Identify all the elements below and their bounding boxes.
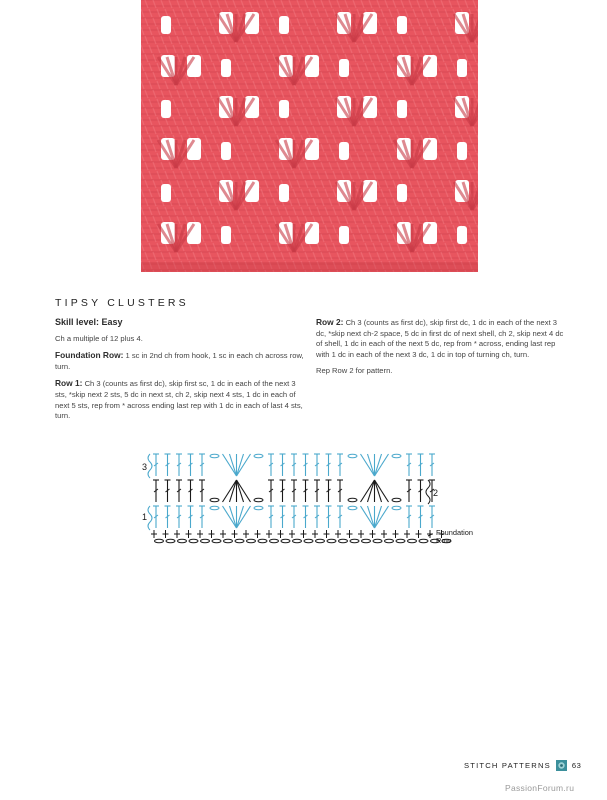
foundation-row-instruction <box>55 350 305 372</box>
chart-dc-r1-16 <box>337 506 343 528</box>
chart-ch-r3-1a <box>392 454 401 458</box>
pattern-title: TIPSY CLUSTERS <box>55 297 189 309</box>
chart-sc-5 <box>209 530 222 543</box>
chart-dc-r3-4 <box>199 454 205 476</box>
chart-ch-r1-1a <box>392 506 401 510</box>
chart-sc-0 <box>151 530 164 543</box>
chart-sc-15 <box>324 530 337 543</box>
chart-turning-ch-3 <box>148 454 152 478</box>
chart-dc-r3-0 <box>153 454 159 476</box>
chart-symbols <box>148 454 451 543</box>
chart-dc-r1-1 <box>165 506 171 528</box>
repeat-instruction: Rep Row 2 for pattern. <box>316 366 393 376</box>
chart-sc-12 <box>289 530 302 543</box>
chart-shell-r2-0 <box>223 480 251 502</box>
chart-ch-r2-0a <box>254 498 263 502</box>
chart-sc-7 <box>232 530 245 543</box>
chart-dc-r2-16 <box>337 480 343 502</box>
chart-dc-r2-0 <box>153 480 159 502</box>
chart-shell-r3-0 <box>223 454 251 476</box>
chart-dc-r1-23 <box>418 506 424 528</box>
chart-row-label-2: 2 <box>433 488 439 498</box>
chart-dc-r2-22 <box>406 480 412 502</box>
chart-dc-r3-24 <box>429 454 435 476</box>
chart-dc-r3-16 <box>337 454 343 476</box>
chart-sc-4 <box>197 530 210 543</box>
chart-sc-6 <box>220 530 233 543</box>
chart-sc-3 <box>186 530 199 543</box>
chart-dc-r2-13 <box>303 480 309 502</box>
chart-sc-11 <box>278 530 291 543</box>
flower-tile-icon <box>556 760 567 771</box>
footer-section: STITCH PATTERNS <box>464 761 551 770</box>
chart-dc-r1-22 <box>406 506 412 528</box>
stitch-chart <box>138 448 478 563</box>
chart-shell-r1-1 <box>361 506 389 528</box>
chart-dc-r1-24 <box>429 506 435 528</box>
row1-instruction <box>55 378 305 421</box>
chart-shell-r3-1 <box>361 454 389 476</box>
chart-sc-2 <box>174 530 187 543</box>
chart-dc-r1-11 <box>280 506 286 528</box>
chart-sc-9 <box>255 530 268 543</box>
chart-ch-r1-0b <box>210 506 219 510</box>
chart-dc-r3-12 <box>291 454 297 476</box>
chart-sc-23 <box>416 530 429 543</box>
chart-ch-r1-1b <box>348 506 357 510</box>
row1-text: Ch 3 (counts as first dc), skip first sc, 1 dc in each of the next 3 sts, *skip next 2 sts, 5 dc in next st, ch 2, skip next 4 sts, 1 dc in each of next 5 sts, rep from * across ending last rep with 1 dc in each of last 4 sts, turn. <box>55 379 303 421</box>
chart-dc-r3-2 <box>176 454 182 476</box>
chart-dc-r2-15 <box>326 480 332 502</box>
page-number: 63 <box>571 761 582 770</box>
chart-foundation-label-2: Row <box>436 536 451 545</box>
chart-dc-r2-4 <box>199 480 205 502</box>
chart-sc-18 <box>358 530 371 543</box>
chart-dc-r3-14 <box>314 454 320 476</box>
chart-ch-r2-1a <box>392 498 401 502</box>
chart-sc-16 <box>335 530 348 543</box>
chart-dc-r3-1 <box>165 454 171 476</box>
row2-text: Ch 3 (counts as first dc), skip first dc, 1 dc in each of the next 3 dc, *skip next ch-2 space, 5 dc in first dc of next shell, ch 2, skip next 4 dc of shell, 1 dc in each of the next 5 dc, rep from * across, ending last rep with 1 dc in each of the next 3 dc, 1 dc in top of turning ch, turn. <box>316 318 564 359</box>
foundation-row-label: Foundation Row: <box>55 350 124 361</box>
chart-dc-r3-11 <box>280 454 286 476</box>
skill-level: Skill level: Easy <box>55 317 123 327</box>
row1-label: Row 1: <box>55 378 83 389</box>
chart-sc-19 <box>370 530 383 543</box>
chart-turning-ch-1 <box>148 506 152 530</box>
row2-instruction <box>316 317 566 360</box>
chart-sc-22 <box>404 530 417 543</box>
chart-dc-r1-12 <box>291 506 297 528</box>
chart-dc-r3-3 <box>188 454 194 476</box>
chart-dc-r1-0 <box>153 506 159 528</box>
chart-ch-r2-0b <box>210 498 219 502</box>
chart-sc-10 <box>266 530 279 543</box>
chart-shell-r2-1 <box>361 480 389 502</box>
chart-dc-r1-4 <box>199 506 205 528</box>
chart-dc-r2-2 <box>176 480 182 502</box>
chart-dc-r2-10 <box>268 480 274 502</box>
chart-dc-r2-23 <box>418 480 424 502</box>
chart-ch-r1-0a <box>254 506 263 510</box>
chart-sc-1 <box>163 530 176 543</box>
chart-row-label-1: 1 <box>142 512 148 522</box>
chart-dc-r1-13 <box>303 506 309 528</box>
instructions-right-column <box>316 317 566 383</box>
chart-dc-r1-3 <box>188 506 194 528</box>
chart-shell-r1-0 <box>223 506 251 528</box>
chart-dc-r3-15 <box>326 454 332 476</box>
chart-sc-13 <box>301 530 314 543</box>
chart-sc-20 <box>381 530 394 543</box>
page-footer <box>464 760 581 771</box>
chart-foundation-label-1: Foundation <box>436 528 473 537</box>
instructions-left-column <box>55 317 305 428</box>
chart-dc-r3-23 <box>418 454 424 476</box>
chart-sc-14 <box>312 530 325 543</box>
chart-dc-r2-1 <box>165 480 171 502</box>
chart-dc-r1-10 <box>268 506 274 528</box>
chart-dc-r3-22 <box>406 454 412 476</box>
chart-row-label-3: 3 <box>142 462 148 472</box>
chart-dc-r1-14 <box>314 506 320 528</box>
chart-dc-r2-3 <box>188 480 194 502</box>
chart-dc-r3-13 <box>303 454 309 476</box>
chart-turning-ch-2 <box>426 480 430 504</box>
chart-sc-8 <box>243 530 256 543</box>
chart-dc-r3-10 <box>268 454 274 476</box>
row2-label: Row 2: <box>316 317 344 327</box>
chart-ch-r3-0a <box>254 454 263 458</box>
chart-dc-r1-15 <box>326 506 332 528</box>
chart-ch-r3-1b <box>348 454 357 458</box>
chart-ch-r3-0b <box>210 454 219 458</box>
chart-ch-r2-1b <box>348 498 357 502</box>
chart-sc-21 <box>393 530 406 543</box>
chart-dc-r2-14 <box>314 480 320 502</box>
foundation-row-text: 1 sc in 2nd ch from hook, 1 sc in each ch across row, turn. <box>55 351 304 371</box>
chart-dc-r2-11 <box>280 480 286 502</box>
chain-multiple: Ch a multiple of 12 plus 4. <box>55 333 143 343</box>
chart-dc-r1-2 <box>176 506 182 528</box>
crochet-swatch-photo <box>141 0 478 272</box>
chart-sc-17 <box>347 530 360 543</box>
watermark: PassionForum.ru <box>505 783 575 793</box>
chart-dc-r2-12 <box>291 480 297 502</box>
